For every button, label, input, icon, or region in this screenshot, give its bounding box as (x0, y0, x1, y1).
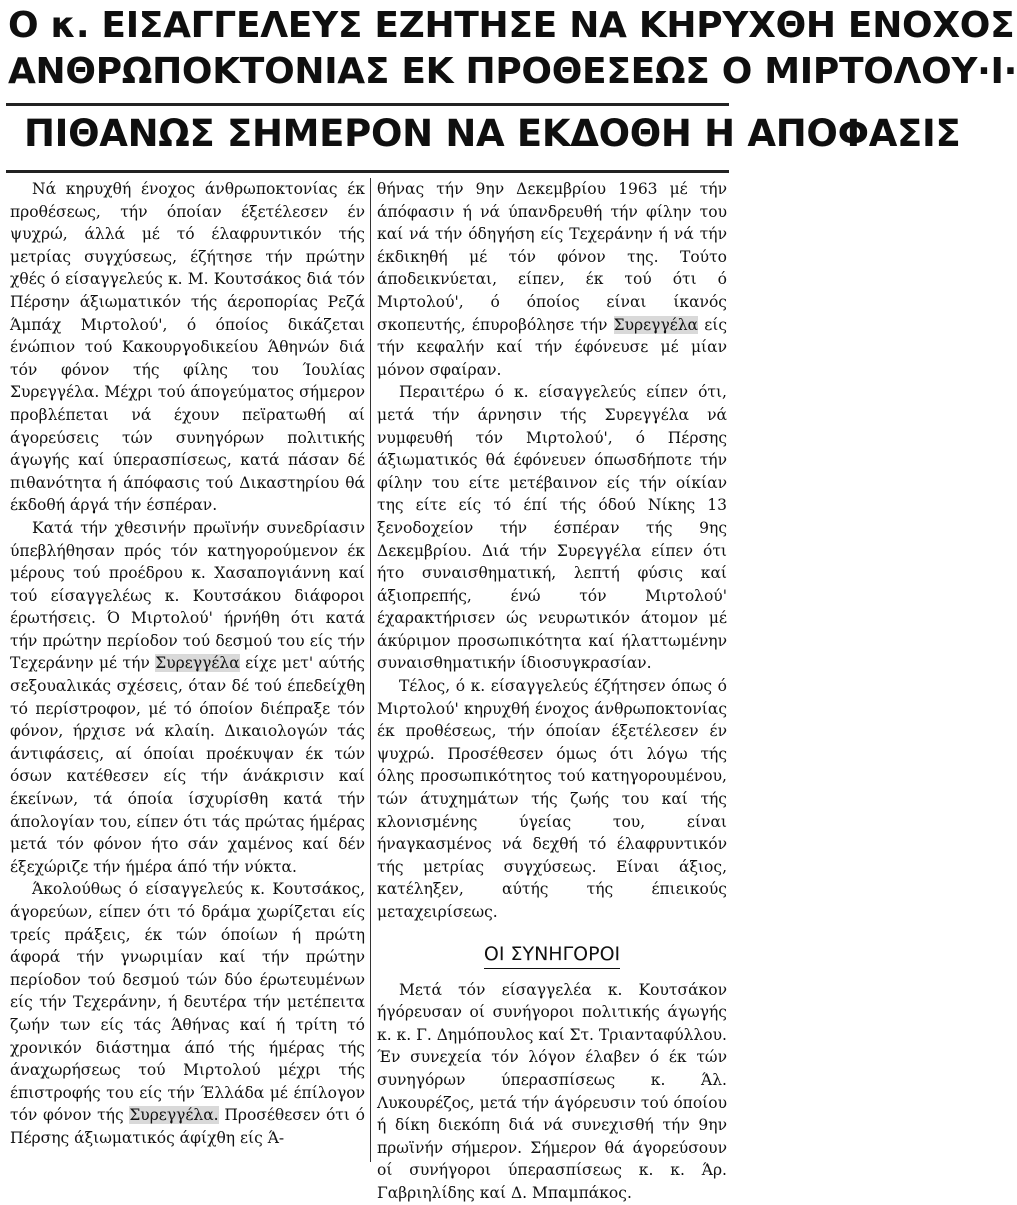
text-run: Προσέθεσεν ότι ό Πέρσης άξιωματικός άφίχθη είς Ά- (10, 1106, 365, 1147)
subheading-text: ΟΙ ΣΥΝΗΓΟΡΟΙ (484, 942, 620, 969)
text-run: είχε μετ' αύτής σεξουαλικάς σχέσεις, όταν δέ τού έπεδείχθη τό περίστροφον, μέ τό όποίον διέπραξε τόν φόνον, ήρχισε νά κλαίη. Δικαιολογών τάς άντιφάσεις, αί όποίαι προέκυψαν έκ τών όσων κατέθεσεν είς τήν άνάκρισιν καί έκείνων, τά όποία ίσχυρίσθη κατά τήν άπολογίαν του, είπεν ότι τάς πρώτας ήμέρας μετά τόν φόνον ήτο σάν χαμένος καί δέν έξεχώριζε τήν ήμέρα άπό τήν νύκτα. (10, 654, 365, 876)
highlighted-name: Συρεγγέλα (155, 654, 240, 673)
paragraph-continuation (377, 178, 727, 381)
paragraph-intro: Νά κηρυχθή ένοχος άνθρωποκτονίας έκ προθέσεως, τήν όποίαν έξετέλεσεν έν ψυχρώ, άλλά μέ τό έλαφρυντικόν τής μετρίας συγχύσεως, έζήτησε τήν πρώτην χθές ό είσαγγελεύς κ. Μ. Κουτσάκος διά τόν Πέρσην άξιωματικόν τής άεροπορίας Ρεζά Άμπάχ Μιρτολού', ό όποίος δικάζεται ένώπιον τού Κακουργοδικείου Άθηνών διά τόν φόνον τής φίλης του Ίουλίας Συρεγγέλα. Μέχρι τού άπογεύματος σήμερον προβλέπεται νά έχουν πεϊρατωθή αί άγορεύσεις τών συνηγόρων πολιτικής άγωγής καί ύπερασπίσεως, κατά πάσαν δέ πιθανότητα ή άπόφασις τού Δικαστηρίου θά έκδοθή άργά τήν έσπέραν. (10, 180, 365, 515)
article-column-right (377, 178, 728, 1202)
section-subheading (377, 942, 727, 969)
headline-rule-top (6, 103, 729, 106)
headline-line-1: Ο κ. ΕΙΣΑΓΓΕΛΕΥΣ ΕΖΗΤΗΣΕ ΝΑ ΚΗΡΥΧΘΗ ΕΝΟΧΟΣ (8, 5, 1015, 46)
headline-rule-bottom (6, 170, 729, 173)
column-divider (370, 178, 371, 1162)
text-run: Άκολούθως ό είσαγγελεύς κ. Κουτσάκος, άγορεύων, είπεν ότι τό δράμα χωρίζεται είς τρείς πράξεις, έκ τών όποίων ή πρώτη άφορά τήν γνωριμίαν καί τήν πρώτην περίοδον τού δεσμού τών δύο έρωτευμένων είς τήν Τεχεράνην, ή δευτέρα τήν μετέπειτα ζωήν των είς τάς Άθήνας καί ή τρίτη τό χρονικόν διάστημα άπό τής ήμέρας τής άναχωρήσεως τού Μιρτολού μέχρι τής έπιστροφής του είς τήν Έλλάδα μέ έπίλογον τόν φόνον τής (10, 880, 365, 1125)
highlighted-name: Συρεγγέλα. (129, 1106, 219, 1125)
text-run: είς τήν κεφαλήν καί τήν έφόνευσε μέ μίαν μόνον σφαίραν. (377, 315, 728, 379)
text-run: Κατά τήν χθεσινήν πρωϊνήν συνεδρίασιν ύπεβλήθησαν πρός τόν κατηγορούμενον έκ μέρους τού προέδρου κ. Χασαπογιάννη καί τού είσαγγελέως κ. Κουτσάκου διάφοροι έρωτήσεις. Ό Μιρτολού' ήρνήθη ότι κατά τήν πρώτην περίοδον τού δεσμού του είς τήν Τεχεράνην μέ τήν (10, 518, 365, 673)
paragraph-motive: Περαιτέρω ό κ. είσαγγελεύς είπεν ότι, μετά τήν άρνησιν τής Συρεγγέλα νά νυμφευθή τόν Μιρτολού', ό Πέρσης άξιωματικός θά έφόνευεν όπωσδήποτε τήν φίλην του είτε μετέβαινον είς τήν οίκίαν της είτε είς τό έπί τής όδού Νίκης 13 ξενοδοχείον τήν έσπέραν τής 9ης Δεκεμβρίου. Διά τήν Συρεγγέλα είπεν ότι ήτο συναισθηματική, λεπτή φύσις καί άξιοπρεπής, ένώ τόν Μιρτολού' έχαρακτήρισεν ώς νευρωτικόν άτομον μέ άκύριμον προσωπικότητα καί ήλαττωμένην συναισθηματικήν ίδιοσυγκρασίαν. (377, 383, 727, 673)
highlighted-name: Συρεγγέλα (613, 315, 699, 334)
paragraph-defense-counsel: Μετά τόν είσαγγελέα κ. Κουτσάκον ήγόρευσαν οί συνήγοροι πολιτικής άγωγής κ. κ. Γ. Δημόπουλος καί Στ. Τριανταφύλλου. Έν συνεχεία τόν λόγον έλαβεν ό έκ τών συνηγόρων ύπερασπίσεως κ. Άλ. Λυκουρέζος, μετά τήν άγόρευσιν τού όποίου ή δίκη διεκόπη διά νά συνεχισθή τήν 9ην πρωϊνήν σήμερον. Σήμερον θά άγορεύσουν οί συνήγοροι ύπερασπίσεως κ. κ. Άρ. Γαβριηλίδης καί Δ. Μπαμπάκος. (377, 980, 727, 1202)
text-run: θήνας τήν 9ην Δεκεμβρίου 1963 μέ τήν άπόφασιν ή νά ύπανδρευθή τήν φίλην του καί νά τήν όδηγήση είς Τεχεράνην ή νά τήν έκδικηθή μέ τόν φόνον της. Τούτο άποδεικνύεται, είπεν, έκ τού ότι ό Μιρτολού', ό όποίος είναι ίκανός σκοπευτής, έπυροβόλησε τήν (377, 180, 727, 334)
paragraph-verdict-request: Τέλος, ό κ. είσαγγελεύς έζήτησεν όπως ό Μιρτολού' κηρυχθή ένοχος άνθρωποκτονίας έκ προθέσεως, τήν όποίαν έξετέλεσεν έν ψυχρώ. Προσέθεσεν όμως ότι λόγω τής όλης προσωπικότητος τού κατηγορουμένου, τών άτυχημάτων τής ζωής του καί τής κλονισμένης ύγείας του, είναι ήναγκασμένος νά δεχθή τό έλαφρυντικόν τής μετρίας συγχύσεως. Είναι άξιος, κατέληξεν, αύτής τής έπιεικούς μεταχειρίσεως. (377, 677, 727, 921)
headline-line-3: ΠΙΘΑΝΩΣ ΣΗΜΕΡΟΝ ΝΑ ΕΚΔΟΘΗ Η ΑΠΟΦΑΣΙΣ (24, 112, 961, 155)
headline-line-2: ΑΝΘΡΩΠΟΚΤΟΝΙΑΣ ΕΚ ΠΡΟΘΕΣΕΩΣ Ο ΜΙΡΤΟΛΟΥ·Ι· (8, 51, 1017, 92)
paragraph-prosecutor-speech (10, 878, 365, 1149)
paragraph-questioning (10, 517, 365, 879)
article-column-left (10, 178, 365, 1162)
